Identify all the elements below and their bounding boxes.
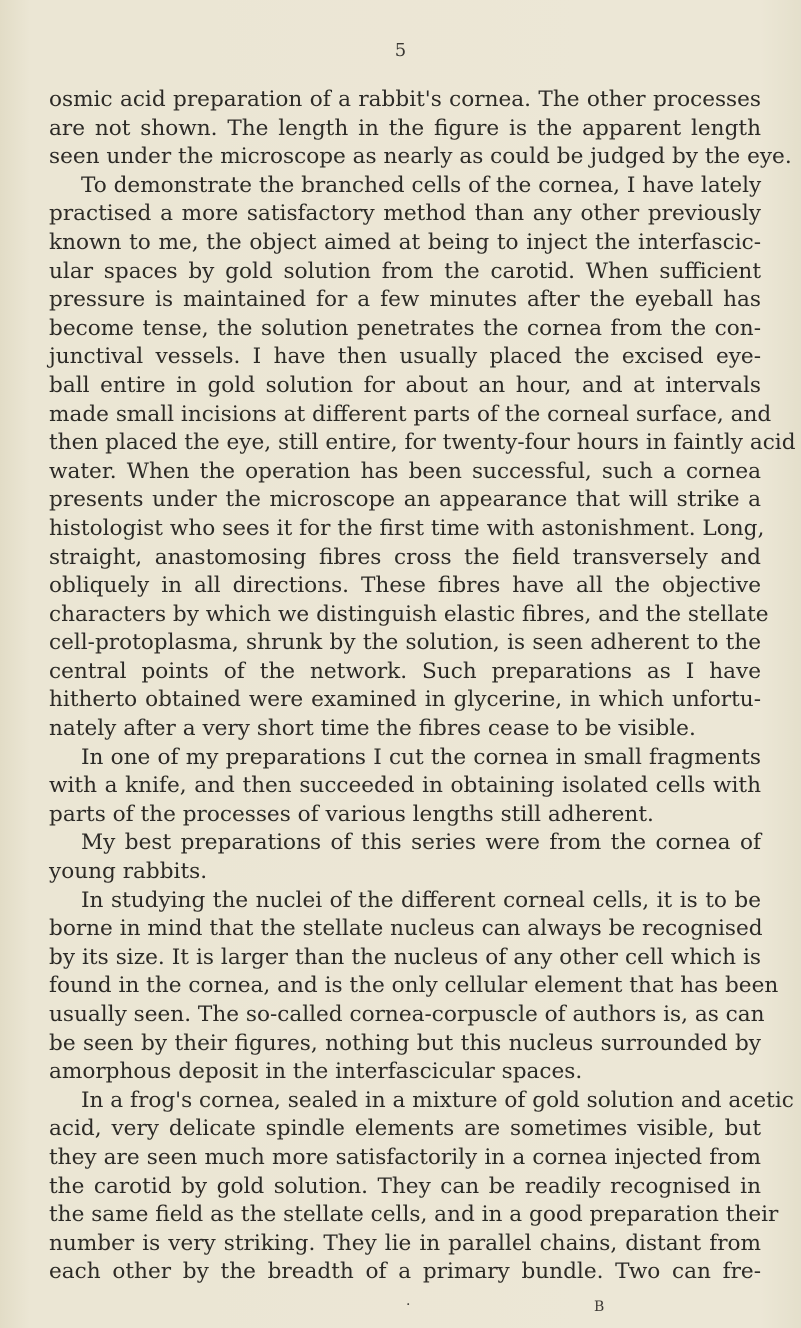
footer-dot: · [406,1297,411,1313]
text-line: characters by which we distinguish elastic fibres, and the stellate [49,601,769,627]
signature-mark: B [594,1299,605,1315]
text-line: acid, very delicate spindle elements are sometimes visible, but [49,1116,761,1142]
paragraph-start-line: My best preparations of this series were from the cornea of [81,830,761,856]
text-line: practised a more satisfactory method than any other previously [49,201,761,227]
text-line: pressure is maintained for a few minutes after the eyeball has [49,287,761,313]
text-line: are not shown. The length in the figure is the apparent length [49,115,761,141]
text-line: made small incisions at different parts of the corneal surface, and [49,401,772,427]
text-line: number is very striking. They lie in parallel chains, distant from [49,1230,761,1256]
body-text [49,86,796,1287]
text-line: then placed the eye, still entire, for twenty-four hours in faintly acid [49,430,796,456]
text-line: ular spaces by gold solution from the carotid. When sufficient [49,258,761,284]
text-line: cell-protoplasma, shrunk by the solution, is seen adherent to the [49,630,761,656]
text-line: become tense, the solution penetrates the cornea from the con- [49,315,761,341]
text-line: straight, anastomosing fibres cross the field transversely and [49,544,761,570]
text-line: by its size. It is larger than the nucleus of any other cell which is [49,944,761,970]
paragraph-start-line: In studying the nuclei of the different corneal cells, it is to be [81,887,761,913]
text-line: hitherto obtained were examined in glycerine, in which unfortu- [49,687,761,713]
text-line: each other by the breadth of a primary bundle. Two can fre- [49,1259,761,1285]
text-line: presents under the microscope an appearance that will strike a [49,487,761,513]
text-line: the same field as the stellate cells, and in a good preparation their [49,1202,779,1228]
text-line: ball entire in gold solution for about an hour, and at intervals [49,372,761,398]
text-line: central points of the network. Such preparations as I have [49,658,761,684]
paragraph-end-line: parts of the processes of various lengths still adherent. [49,801,654,827]
paragraph-end-line: amorphous deposit in the interfascicular spaces. [49,1059,583,1085]
text-line: usually seen. The so-called cornea-corpuscle of authors is, as can [49,1002,765,1027]
page-number: 5 [394,40,407,61]
text-line: obliquely in all directions. These fibres have all the objective [49,573,761,599]
text-line: be seen by their figures, nothing but this nucleus surrounded by [49,1030,761,1056]
text-line: borne in mind that the stellate nucleus can always be recognised [49,916,763,942]
text-line: the carotid by gold solution. They can be readily recognised in [49,1173,761,1199]
text-line: water. When the operation has been successful, such a cornea [49,458,761,484]
text-line: junctival vessels. I have then usually placed the excised eye- [49,344,761,370]
text-line: histologist who sees it for the first time with astonishment. Long, [49,515,765,541]
paragraph-start-line: In a frog's cornea, sealed in a mixture of gold solution and acetic [81,1087,794,1113]
paragraph-end-line: young rabbits. [49,859,208,885]
text-line: with a knife, and then succeeded in obtaining isolated cells with [49,773,761,799]
text-line: known to me, the object aimed at being to inject the interfascic- [49,229,761,255]
paragraph-start-line: To demonstrate the branched cells of the cornea, I have lately [81,172,762,198]
text-line: seen under the microscope as nearly as could be judged by the eye. [49,144,792,170]
paragraph-start-line: In one of my preparations I cut the cornea in small fragments [81,744,761,770]
text-line: they are seen much more satisfactorily in a cornea injected from [49,1144,761,1170]
text-line: found in the cornea, and is the only cellular element that has been [49,973,779,999]
paragraph-end-line: nately after a very short time the fibres cease to be visible. [49,716,696,742]
text-line: osmic acid preparation of a rabbit's cornea. The other processes [49,87,761,112]
